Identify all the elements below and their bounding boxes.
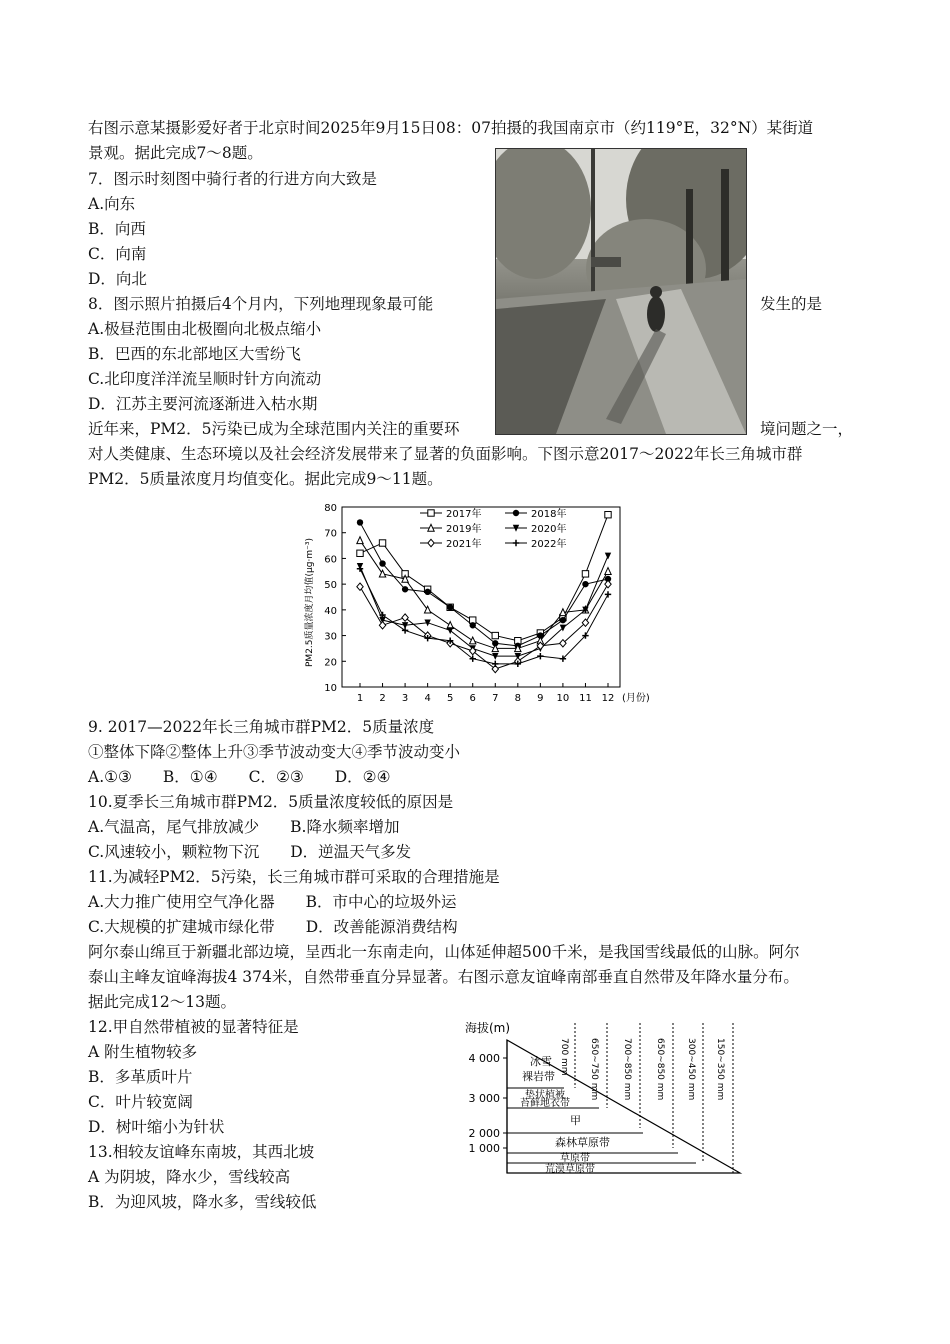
q13-option-b: B．为迎风坡，降水多，雪线较低 (88, 1193, 317, 1211)
intro-7-8-line2: 景观。据此完成7～8题。 (88, 144, 263, 162)
x-tick-label: 7 (492, 693, 499, 704)
series-line-2021年 (360, 584, 608, 669)
point-2022年-3 (402, 627, 408, 633)
band-forest-steppe: 森林草原带 (555, 1136, 610, 1149)
q8-option-b: B．巴西的东北部地区大雪纷飞 (88, 345, 301, 363)
q11-options-cd: C.大规模的扩建城市绿化带 D．改善能源消费结构 (88, 918, 458, 936)
point-2022年-7 (492, 661, 498, 667)
point-2018年-6 (470, 622, 476, 628)
q8-option-c: C.北印度洋洋流呈顺时针方向流动 (88, 370, 322, 388)
q10-options-cd: C.风速较小，颗粒物下沉 D．逆温天气多发 (88, 843, 412, 861)
band-jia: 甲 (570, 1114, 581, 1127)
point-2022年-12 (605, 591, 611, 597)
point-2017年-2 (379, 540, 385, 546)
precip-2: 650~750 mm (589, 1038, 599, 1101)
q9-stem: 9. 2017—2022年长三角城市群PM2．5质量浓度 (88, 718, 435, 736)
q11-stem: 11.为减轻PM2．5污染，长三角城市群可采取的合理措施是 (88, 868, 500, 886)
point-2020年-12 (605, 553, 611, 560)
tick-3000: 3 000 (468, 1092, 500, 1105)
q8-option-a: A.极昼范围由北极圈向北极点缩小 (88, 320, 322, 338)
point-2019年-6 (470, 637, 476, 644)
band-moss: 苔藓地衣带 (520, 1098, 570, 1109)
legend-marker-2022年 (513, 540, 519, 546)
x-tick-label: 12 (601, 693, 615, 704)
precip-1: 700 mm (559, 1038, 569, 1076)
intro-9-11-line1a: 近年来，PM2．5污染已成为全球范围内关注的重要环 (88, 420, 460, 438)
legend-label-2021年: 2021年 (446, 539, 482, 550)
x-tick-label: 3 (401, 693, 409, 704)
series-line-2022年 (360, 569, 608, 664)
intro-9-11-line2: 对人类健康、生态环境以及社会经济发展带来了显著的负面影响。下图示意2017～2022年长三角城市群 (88, 445, 803, 463)
x-tick-label: 5 (446, 693, 454, 704)
y-tick-label: 40 (324, 605, 337, 617)
y-tick-label: 80 (324, 503, 337, 514)
point-2021年-2 (379, 622, 385, 629)
q7-option-c: C．向南 (88, 245, 147, 263)
q13-stem: 13.相较友谊峰东南坡，其西北坡 (88, 1143, 315, 1161)
legend-marker-2017年 (428, 510, 434, 516)
point-2017年-7 (492, 632, 498, 638)
x-tick-label: 1 (356, 693, 364, 704)
q10-stem: 10.夏季长三角城市群PM2．5质量浓度较低的原因是 (88, 793, 454, 811)
x-tick-label: 8 (514, 693, 522, 704)
point-2019年-12 (605, 568, 611, 575)
band-cushion: 垫状植被 (525, 1090, 565, 1101)
q7-option-a: A.向东 (88, 195, 136, 213)
legend-label-2017年: 2017年 (446, 509, 482, 520)
y-axis-label: PM2.5质量浓度月均值(μg·m⁻³) (305, 538, 315, 667)
x-tick-label: 2 (379, 693, 386, 704)
point-2017年-1 (357, 550, 363, 556)
q8-option-d: D．江苏主要河流逐渐进入枯水期 (88, 395, 318, 413)
intro-12-13-line1: 阿尔泰山绵亘于新疆北部边境，呈西北一东南走向，山体延伸超500千米，是我国雪线最低的山脉。阿尔 (88, 943, 800, 961)
precip-6: 150~350 mm (715, 1038, 725, 1101)
tick-1000: 1 000 (468, 1142, 500, 1155)
legend-label-2019年: 2019年 (446, 524, 482, 535)
legend-label-2022年: 2022年 (531, 539, 567, 550)
altitude-axis-title: 海拔(m) (465, 1021, 511, 1035)
y-tick-label: 30 (324, 631, 337, 643)
legend-label-2018年: 2018年 (531, 509, 567, 520)
q12-option-d: D．树叶缩小为针状 (88, 1118, 225, 1136)
x-tick-label: 4 (424, 693, 431, 704)
series-line-2020年 (360, 556, 608, 656)
band-desert-steppe: 荒漠草原带 (545, 1164, 595, 1175)
band-snow: 冰雪 (530, 1055, 552, 1068)
tick-4000: 4 000 (468, 1052, 500, 1065)
point-2018年-10 (560, 617, 566, 623)
point-2021年-12 (605, 580, 611, 587)
tick-2000: 2 000 (468, 1127, 500, 1140)
precip-4: 650~850 mm (655, 1038, 665, 1101)
point-2021年-1 (357, 583, 363, 590)
q10-options-ab: A.气温高，尾气排放减少 B.降水频率增加 (88, 818, 400, 836)
y-tick-label: 50 (324, 580, 337, 592)
precip-3: 700~850 mm (622, 1038, 632, 1101)
q9-statements: ①整体下降②整体上升③季节波动变大④季节波动变小 (88, 743, 461, 761)
q7-option-b: B．向西 (88, 220, 146, 238)
pm25-line-chart (300, 495, 660, 715)
point-2021年-3 (402, 614, 408, 621)
x-axis-label: (月份) (622, 693, 650, 704)
point-2017年-12 (605, 512, 611, 518)
q8-stem-tail: 发生的是 (760, 295, 823, 313)
band-steppe: 草原带 (560, 1153, 590, 1164)
point-2019年-1 (357, 537, 363, 544)
x-tick-label: 6 (469, 693, 476, 704)
x-tick-label: 9 (537, 693, 544, 704)
intro-12-13-line3: 据此完成12～13题。 (88, 993, 236, 1011)
point-2018年-4 (424, 589, 430, 595)
x-tick-label: 10 (556, 693, 570, 704)
legend-label-2020年: 2020年 (531, 524, 567, 535)
point-2018年-3 (402, 586, 408, 592)
point-2020年-5 (447, 627, 453, 634)
legend-marker-2018年 (513, 510, 519, 516)
point-2021年-6 (470, 647, 476, 654)
q7-stem: 7．图示时刻图中骑行者的行进方向大致是 (88, 170, 377, 188)
legend-marker-2021年 (428, 539, 434, 546)
q11-options-ab: A.大力推广使用空气净化器 B．市中心的垃圾外运 (88, 893, 457, 911)
x-tick-label: 11 (579, 693, 592, 704)
point-2022年-9 (537, 653, 543, 659)
q13-option-a: A 为阴坡，降水少，雪线较高 (88, 1168, 291, 1186)
intro-12-13-line2: 泰山主峰友谊峰海拔4 374米，自然带垂直分异显著。右图示意友谊峰南部垂直自然带及年降水量分布。 (88, 968, 799, 986)
y-tick-label: 70 (324, 528, 337, 540)
intro-9-11-line1b: 境问题之一， (760, 420, 854, 438)
series-line-2019年 (360, 540, 608, 648)
q12-option-a: A 附生植物较多 (88, 1043, 198, 1061)
precip-5: 300~450 mm (686, 1038, 696, 1101)
y-tick-label: 10 (324, 683, 337, 694)
q7-option-d: D．向北 (88, 270, 147, 288)
q12-stem: 12.甲自然带植被的显著特征是 (88, 1018, 299, 1036)
point-2018年-11 (582, 581, 588, 587)
point-2017年-11 (582, 571, 588, 577)
intro-7-8-line1: 右图示意某摄影爱好者于北京时间2025年9月15日08：07拍摄的我国南京市（约119°E，32°N）某街道 (88, 119, 814, 137)
q9-choices: A.①③ B．①④ C．②③ D．②④ (88, 768, 391, 786)
point-2018年-2 (379, 560, 385, 566)
vertical-zone-diagram (440, 1018, 760, 1178)
q8-stem: 8．图示照片拍摄后4个月内，下列地理现象最可能 (88, 295, 434, 313)
point-2018年-5 (447, 604, 453, 610)
band-bare-rock: 裸岩带 (522, 1070, 555, 1083)
street-photo (495, 148, 747, 435)
point-2018年-1 (357, 519, 363, 525)
y-tick-label: 20 (324, 657, 337, 669)
q12-option-b: B．多革质叶片 (88, 1068, 193, 1086)
intro-9-11-line3: PM2．5质量浓度月均值变化。据此完成9～11题。 (88, 470, 443, 488)
y-tick-label: 60 (324, 554, 337, 566)
q12-option-c: C．叶片较宽阔 (88, 1093, 193, 1111)
